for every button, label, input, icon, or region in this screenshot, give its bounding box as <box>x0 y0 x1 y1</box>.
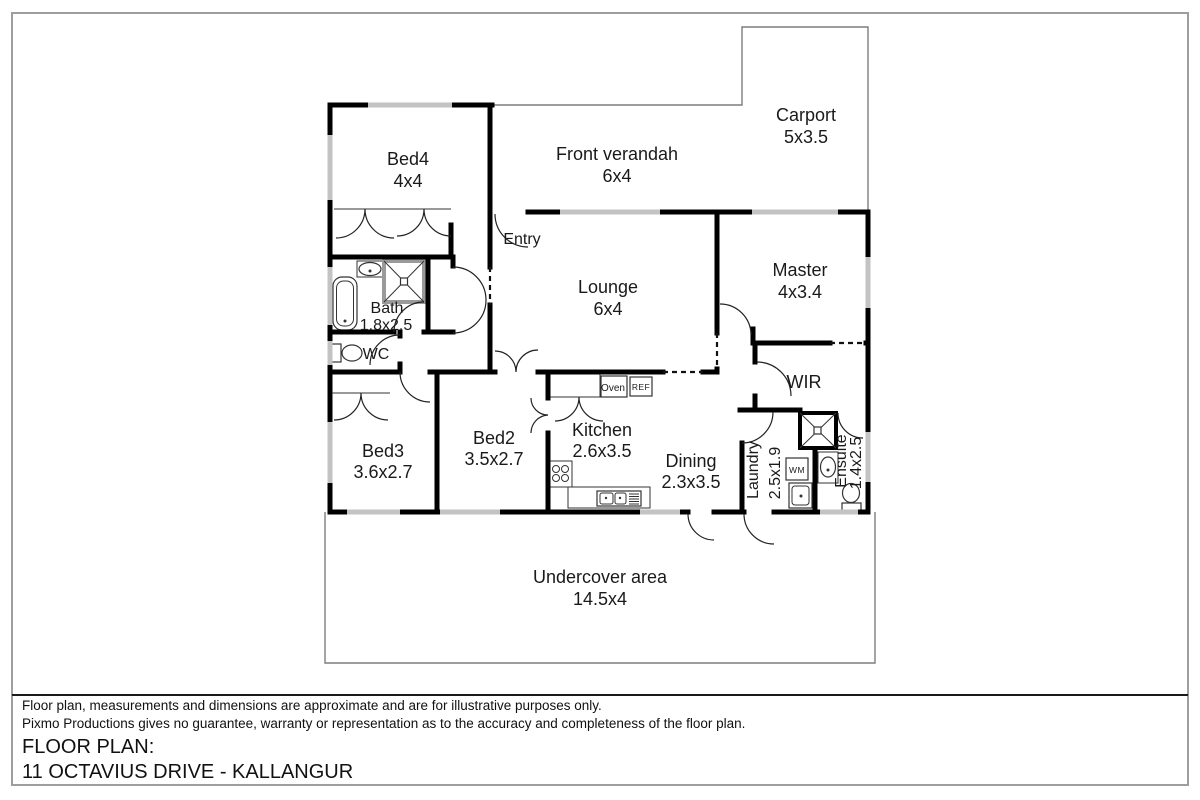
sink-tap <box>605 497 607 499</box>
room-dims-front-verandah: 6x4 <box>602 166 632 186</box>
laundry-tub-drain <box>800 495 803 498</box>
room-dims-bath: 1.8x2.5 <box>359 317 413 334</box>
laundry-door-arc <box>742 412 773 443</box>
cooktop-icon <box>549 461 572 487</box>
cooktop-burner <box>562 475 569 482</box>
cooktop-burner <box>553 475 560 482</box>
room-dims-bed3: 3.6x2.7 <box>353 462 413 482</box>
room-label-dining: Dining <box>665 451 717 471</box>
room-dims-dining: 2.3x3.5 <box>661 472 721 492</box>
ensuite-door-arc <box>838 413 863 438</box>
footer-disclaimer-line2: Pixmo Productions gives no guarantee, warranty or representation as to the accuracy and completeness of the floor plan. <box>22 716 746 731</box>
room-label-bed3: Bed3 <box>361 441 405 461</box>
washing-machine-label: WM <box>789 465 805 475</box>
wc-toilet-icon <box>342 345 362 361</box>
bed3-robe-door-arcs <box>334 393 388 420</box>
footer-address: 11 OCTAVIUS DRIVE - KALLANGUR <box>22 761 354 783</box>
laundry-undercover-door-arc <box>744 514 774 544</box>
room-label-bath: Bath <box>370 300 404 317</box>
footer <box>22 698 745 783</box>
room-dims-ensuite: 1.4x2.5 <box>848 436 865 490</box>
bed4-robe-door-arcs <box>336 209 451 238</box>
cooktop-burner <box>553 466 560 473</box>
sink-tap <box>619 497 621 499</box>
page-border <box>12 13 1188 785</box>
footer-plan-title: FLOOR PLAN: <box>22 736 155 758</box>
room-label-kitchen: Kitchen <box>571 420 633 440</box>
room-label-bed2: Bed2 <box>472 428 516 448</box>
oven-label: Oven <box>601 383 625 394</box>
room-dims-bed4: 4x4 <box>393 171 423 191</box>
room-label-entry: Entry <box>503 231 541 248</box>
room-label-lounge: Lounge <box>577 277 639 297</box>
room-label-bed4: Bed4 <box>386 149 430 169</box>
bath-sink-icon <box>359 263 381 276</box>
room-label-wir: WIR <box>786 372 822 392</box>
ensuite-sink-drain <box>827 469 830 472</box>
bath-shower-drain <box>401 278 408 285</box>
undercover-area-outline <box>325 512 875 663</box>
room-label-undercover: Undercover area <box>532 567 668 587</box>
linen-cupboard-door-arcs <box>453 267 486 333</box>
room-dims-master: 4x3.4 <box>777 282 823 302</box>
room-label-master: Master <box>772 260 828 280</box>
bath-sink-drain <box>369 270 372 273</box>
room-label-carport: Carport <box>775 105 837 125</box>
room-dims-laundry: 2.5x1.9 <box>767 446 784 500</box>
footer-disclaimer-line1: Floor plan, measurements and dimensions are approximate and are for illustrative purposes only. <box>22 698 602 713</box>
cooktop-burner <box>562 466 569 473</box>
kitchen-bench-top <box>549 374 600 397</box>
dining-undercover-door-arc <box>688 514 714 540</box>
room-label-laundry: Laundry <box>745 441 762 499</box>
room-dims-undercover: 14.5x4 <box>572 589 628 609</box>
room-label-front-verandah: Front verandah <box>555 144 679 164</box>
bed2-door-arcs <box>495 350 538 372</box>
pantry-door-arcs <box>555 397 603 421</box>
room-labels <box>353 105 865 609</box>
room-dims-lounge: 6x4 <box>593 299 623 319</box>
bathtub-drain <box>344 320 347 323</box>
room-label-ensuite: Ensuite <box>833 434 850 488</box>
room-dims-kitchen: 2.6x3.5 <box>572 441 632 461</box>
room-dims-carport: 5x3.5 <box>783 127 829 147</box>
kitchen-door-arcs <box>531 398 548 433</box>
room-label-wc: WC <box>362 346 390 363</box>
room-dims-bed2: 3.5x2.7 <box>464 449 524 469</box>
ensuite-shower-drain <box>814 427 821 434</box>
fridge-label: REF <box>631 382 651 392</box>
master-door-arc <box>720 304 751 335</box>
bed3-door-arc <box>400 372 430 402</box>
